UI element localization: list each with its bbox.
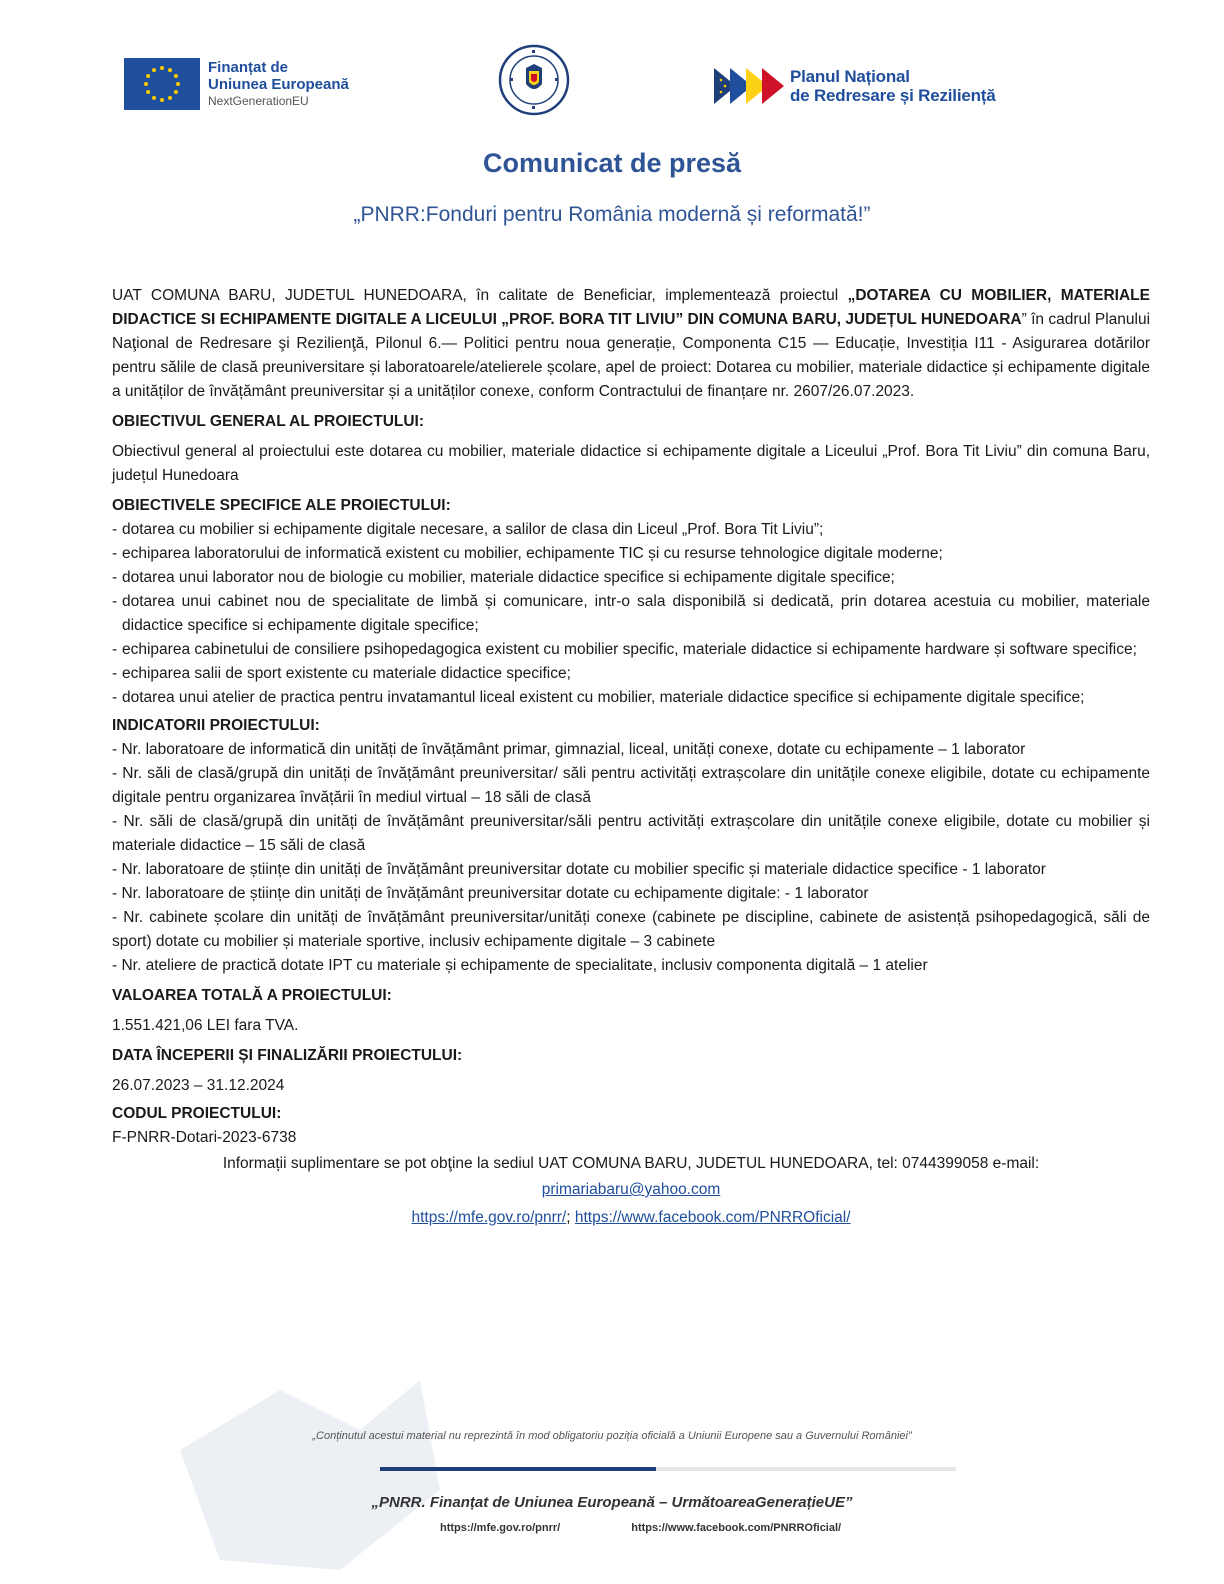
- footer-facebook-link[interactable]: https://www.facebook.com/PNRROficial/: [631, 1522, 842, 1534]
- general-objective-text: Obiectivul general al proiectului este dotarea cu mobilier, materiale didactice si echipamente digitale a Liceului „Prof. Bora Tit Liviu” din comuna Baru, județul Hunedoara: [112, 443, 1150, 484]
- footer: [0, 1370, 1224, 1584]
- footer-divider-accent: [380, 1467, 656, 1471]
- list-item: - echiparea salii de sport existente cu materiale didactice specifice;: [112, 662, 1150, 686]
- list-item: - Nr. laboratoare de științe din unități de învățământ preuniversitar dotate cu mobilier specific și materiale didactice specifice - 1 laborator: [112, 861, 1046, 878]
- code-text: F-PNRR-Dotari-2023-6738: [112, 1129, 297, 1146]
- list-item: - Nr. săli de clasă/grupă din unități de învățământ preuniversitar/ săli pentru activități extrașcolare din unitățile conexe eligibile, dotate cu echipamente digitale pentru organizarea învățării în mediul virtual – 18 săli de clasă: [112, 765, 1150, 806]
- footer-slogan: „PNRR. Finanțat de Uniunea Europeană – UrmătoareaGenerațieUE”: [371, 1494, 853, 1511]
- indicators-heading: INDICATORII PROIECTULUI:: [112, 717, 320, 734]
- list-item: - Nr. laboratoare de informatică din unități de învățământ primar, gimnazial, liceal, unități conexe, dotate cu echipamente – 1 laborator: [112, 741, 1026, 758]
- list-item: - dotarea cu mobilier si echipamente digitale necesare, a salilor de clasa din Liceul „Prof. Bora Tit Liviu”;: [112, 518, 1150, 542]
- press-release-body: [112, 284, 1150, 1230]
- list-item: - echiparea cabinetului de consiliere psihopedagogica existent cu mobilier specific, materiale didactice si echipamente hardware și software specifice;: [112, 638, 1150, 662]
- page-subtitle: „PNRR:Fonduri pentru România modernă și reformată!”: [353, 203, 871, 226]
- intro-text-2: ” în cadrul Planului Naţional de Redresare şi Rezilienţă, Pilonul 6.— Politici pentru noua generație, Componenta C15 — Educație, Investiția I11 - Asigurarea dotărilor pentru sălile de clasă preuniversitare și laboratoarele/atelierele școlare, apel de proiect: Dotarea cu mobilier, materiale didactice și echipamente digitale a unităților de învățământ preuniversitar și a unităților conexe, conform Contractului de finanțare nr. 2607/26.07.2023.: [112, 311, 1151, 400]
- project-name: „DOTAREA CU MOBILIER, MATERIALE DIDACTICE SI ECHIPAMENTE DIGITALE A LICEULUI „PROF. BORA TIT LIVIU” DIN COMUNA BARU, JUDEȚUL HUNEDOARA: [112, 287, 1150, 328]
- general-objective-heading: OBIECTIVUL GENERAL AL PROIECTULUI:: [112, 413, 425, 430]
- guvernul-romaniei-seal-icon: [498, 44, 570, 116]
- mfe-link[interactable]: https://mfe.gov.ro/pnrr/: [411, 1209, 567, 1226]
- eu-logo-line2: Uniunea Europeană: [208, 75, 349, 93]
- total-value-text: 1.551.421,06 LEI fara TVA.: [112, 1017, 299, 1034]
- pnrr-logo-line2: de Redresare și Reziliență: [790, 86, 996, 105]
- total-value-heading: VALOAREA TOTALĂ A PROIECTULUI:: [112, 987, 392, 1004]
- intro-paragraph: [112, 284, 1150, 404]
- header: [0, 44, 1224, 134]
- list-item: - Nr. săli de clasă/grupă din unități de învățământ preuniversitar/săli pentru activități extrașcolare din unitățile conexe eligibile, dotate cu mobilier și materiale didactice – 15 săli de clasă: [112, 813, 1150, 854]
- footer-disclaimer: „Conținutul acestui material nu reprezintă în mod obligatoriu poziția oficială a Uniunii Europene sau a Guvernului României”: [312, 1430, 912, 1442]
- footer-mfe-link[interactable]: https://mfe.gov.ro/pnrr/: [440, 1522, 561, 1534]
- dates-text: 26.07.2023 – 31.12.2024: [112, 1077, 285, 1094]
- pnrr-logo-line1: Planul Național: [790, 67, 910, 86]
- facebook-link[interactable]: https://www.facebook.com/PNRROficial/: [574, 1209, 851, 1226]
- email-link[interactable]: primariabaru@yahoo.com: [541, 1181, 721, 1198]
- list-item: - Nr. cabinete școlare din unități de învățământ preuniversitar/unități conexe (cabinete pe discipline, cabinete de asistență psihopedagogică, săli de sport) dotate cu mobilier și materiale sportive, inclusiv echipamente digitale – 3 cabinete: [112, 909, 1150, 950]
- contact-text: Informații suplimentare se pot obţine la sediul UAT COMUNA BARU, JUDETUL HUNEDOARA, tel: 0744399058 e-mail:: [222, 1155, 1040, 1172]
- list-item: - dotarea unui laborator nou de biologie cu mobilier, materiale didactice specifice si echipamente digitale specifice;: [112, 566, 1150, 590]
- pnrr-arrow-icon: [714, 66, 786, 106]
- eu-logo-line3: NextGenerationEU: [208, 93, 309, 108]
- pnrr-logo: [714, 66, 996, 106]
- footer-watermark-icon: [160, 1370, 460, 1580]
- eu-flag-icon: [124, 58, 200, 110]
- specific-objectives-heading: OBIECTIVELE SPECIFICE ALE PROIECTULUI:: [112, 497, 451, 514]
- intro-text-1: UAT COMUNA BARU, JUDETUL HUNEDOARA, în calitate de Beneficiar, implementează proiectul: [112, 287, 848, 304]
- list-item: - dotarea unui atelier de practica pentru invatamantul liceal existent cu mobilier, materiale didactice specifice si echipamente digitale specifice;: [112, 686, 1150, 710]
- page-title: Comunicat de presă: [482, 148, 742, 178]
- dates-heading: DATA ÎNCEPERII ȘI FINALIZĂRII PROIECTULUI:: [112, 1047, 463, 1064]
- footer-divider: [380, 1467, 956, 1471]
- eu-logo-line1: Finanțat de: [208, 58, 289, 76]
- list-item: - Nr. ateliere de practică dotate IPT cu materiale și echipamente de specialitate, inclusiv componenta digitală – 1 atelier: [112, 957, 928, 974]
- code-heading: CODUL PROIECTULUI:: [112, 1105, 282, 1122]
- list-item: - Nr. laboratoare de științe din unități de învățământ preuniversitar dotate cu echipamente digitale: - 1 laborator: [112, 885, 869, 902]
- indicators-list: [112, 738, 1150, 978]
- specific-objectives-list: [112, 518, 1150, 710]
- footer-links: [440, 1522, 920, 1534]
- list-item: - echiparea laboratorului de informatică existent cu mobilier, echipamente TIC și cu resurse tehnologice digitale moderne;: [112, 542, 1150, 566]
- links-line: [112, 1206, 1150, 1230]
- list-item: - dotarea unui cabinet nou de specialitate de limbă și comunicare, intr-o sala disponibilă si dedicată, prin dotarea acestuia cu mobilier, materiale didactice specifice si echipamente digitale specifice;: [112, 590, 1150, 638]
- link-separator: ;: [566, 1209, 571, 1226]
- eu-logo: [124, 58, 349, 110]
